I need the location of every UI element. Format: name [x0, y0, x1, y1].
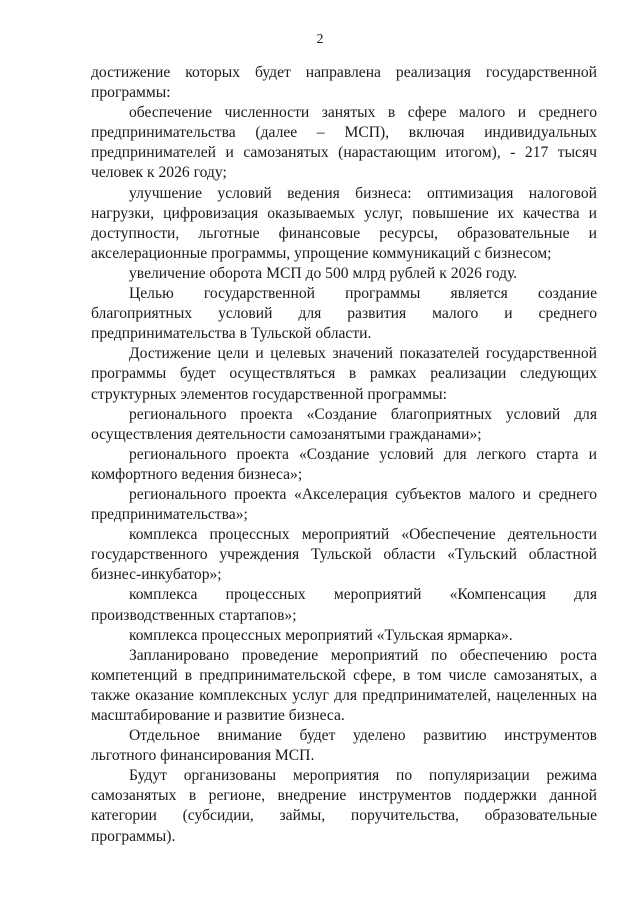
paragraph: комплекса процессных мероприятий «Тульская ярмарка». [129, 626, 513, 644]
paragraph: увеличение оборота МСП до 500 млрд рублей к 2026 году. [129, 264, 518, 282]
paragraph: комплекса процессных мероприятий «Обеспечение деятельности государственного учреждения Тульской области «Тульский областной бизнес-инкубатор»; [91, 526, 597, 584]
paragraph: Будут организованы мероприятия по популяризации режима самозанятых в регионе, внедрение инструментов поддержки данной категории (субсидии, займы, поручительства, образовательные программы). [91, 767, 597, 845]
paragraph: регионального проекта «Акселерация субъектов малого и среднего предпринимательства»; [91, 485, 597, 524]
paragraph: Целью государственной программы является создание благоприятных условий для развития малого и среднего предпринимательства в Тульской области. [91, 285, 597, 343]
paragraph: Запланировано проведение мероприятий по обеспечению роста компетенций в предпринимательской сфере, в том числе самозанятых, а также оказание комплексных услуг для предпринимателей, нацеленных на масштабирование и развитие бизнеса. [91, 646, 597, 724]
paragraph: Отдельное внимание будет уделено развитию инструментов льготного финансирования МСП. [91, 727, 597, 765]
paragraph: комплекса процессных мероприятий «Компенсация для производственных стартапов»; [91, 586, 597, 624]
paragraph: достижение которых будет направлена реализация государственной программы: [91, 64, 597, 102]
paragraph: улучшение условий ведения бизнеса: оптимизация налоговой нагрузки, цифровизация оказываемых услуг, повышение их качества и доступности, льготные финансовые ресурсы, образовательные и акселерационные программы, упрощение коммуникаций с бизнесом; [91, 184, 597, 262]
paragraph: регионального проекта «Создание благоприятных условий для осуществления деятельности самозанятыми гражданами»; [91, 405, 597, 443]
body-text [91, 63, 597, 847]
page-number: 2 [316, 32, 324, 47]
paragraph: Достижение цели и целевых значений показателей государственной программы будет осуществляться в рамках реализации следующих структурных элементов государственной программы: [91, 345, 597, 403]
paragraph: регионального проекта «Создание условий для легкого старта и комфортного ведения бизнеса»; [91, 445, 597, 483]
paragraph: обеспечение численности занятых в сфере малого и среднего предпринимательства (далее – МСП), включая индивидуальных предпринимателей и самозанятых (нарастающим итогом), - 217 тысяч человек к 2026 году; [91, 104, 597, 182]
